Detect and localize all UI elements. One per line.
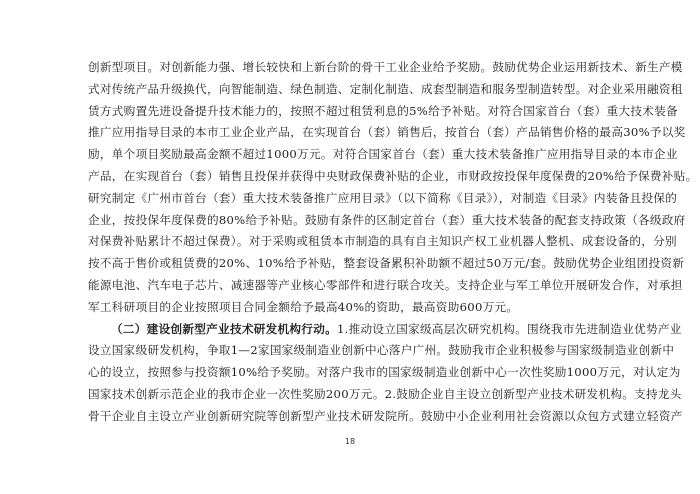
- text-line: 心的设立，按照参与投资额10%给予奖励。对落户我市的国家级制造业创新中心一次性奖励1000万元，对认定为: [88, 365, 681, 380]
- text-line: 设立国家级研发机构，争取1—2家国家级制造业创新中心落户广州。鼓励我市企业积极参与国家级制造业创新中: [88, 343, 675, 358]
- text-line: 对保费补贴累计不超过保费）。对于采购或租赁本市制造的具有自主知识产权工业机器人整机、成套设备的，分别: [88, 234, 677, 249]
- text-line: 推广应用指导目录的本市工业企业产品，在实现首台（套）销售后，按首台（套）产品销售价格的最高30%予以奖: [88, 125, 686, 140]
- text-line: 按不高于售价或租赁费的20%、10%给予补贴，整套设备累积补助额不超过50万元/套。鼓励优势企业组团投资新: [88, 256, 685, 271]
- text-line: 式对传统产品升级换代，向智能制造、绿色制造、定制化制造、成套型制造和服务型制造转型。对企业采用融资租: [88, 81, 683, 96]
- text-line: 励，单个项目奖励最高金额不超过1000万元。对符合国家首台（套）重大技术装备推广应用指导目录的本市企业: [88, 147, 678, 162]
- paragraph-1: [88, 57, 698, 319]
- text-line: 研究制定《广州市首台（套）重大技术装备推广应用目录》（以下简称《目录》），对制造《目录》内装备且投保的: [88, 190, 678, 205]
- text-line: 军工科研项目的企业按照项目合同金额给予最高40%的资助，最高资助600万元。: [88, 299, 519, 314]
- page-number: 18: [344, 437, 356, 446]
- text-line: [88, 319, 682, 341]
- text-line: 国家技术创新示范企业的我市企业一次性奖励200万元。2.鼓励企业自主设立创新型产业技术研发机构。支持龙头: [88, 386, 682, 401]
- text-line: 赁方式购置先进设备提升技术能力的，按照不超过租赁利息的5%给予补贴。对符合国家首台（套）重大技术装备: [88, 103, 678, 118]
- text-line: 骨干企业自主设立产业创新研究院等创新型产业技术研发院所。鼓励中小企业利用社会资源以众包方式建立轻资产: [88, 408, 683, 423]
- text-line: 创新型项目。对创新能力强、增长较快和上新台阶的骨干工业企业给予奖励。鼓励优势企业运用新技术、新生产模: [88, 60, 683, 74]
- paragraph-2: [88, 319, 683, 428]
- text-line: 企业，按投保年度保费的80%给予补贴。鼓励有条件的区制定首台（套）重大技术装备的配套支持政策（各级政府: [88, 212, 686, 227]
- section-heading: （二）建设创新型产业技术研发机构行动。: [111, 321, 337, 336]
- text-run: 1.推动设立国家级高层次研究机构。围绕我市先进制造业优势产业: [336, 321, 682, 336]
- text-line: 能源电池、汽车电子芯片、减速器等产业核心零部件和进行联合攻关。支持企业与军工单位开展研发合作，对承担: [88, 277, 683, 292]
- text-line: 产品，在实现首台（套）销售且投保并获得中央财政保费补贴的企业，市财政按投保年度保费的20%给予保费补贴。: [88, 168, 698, 183]
